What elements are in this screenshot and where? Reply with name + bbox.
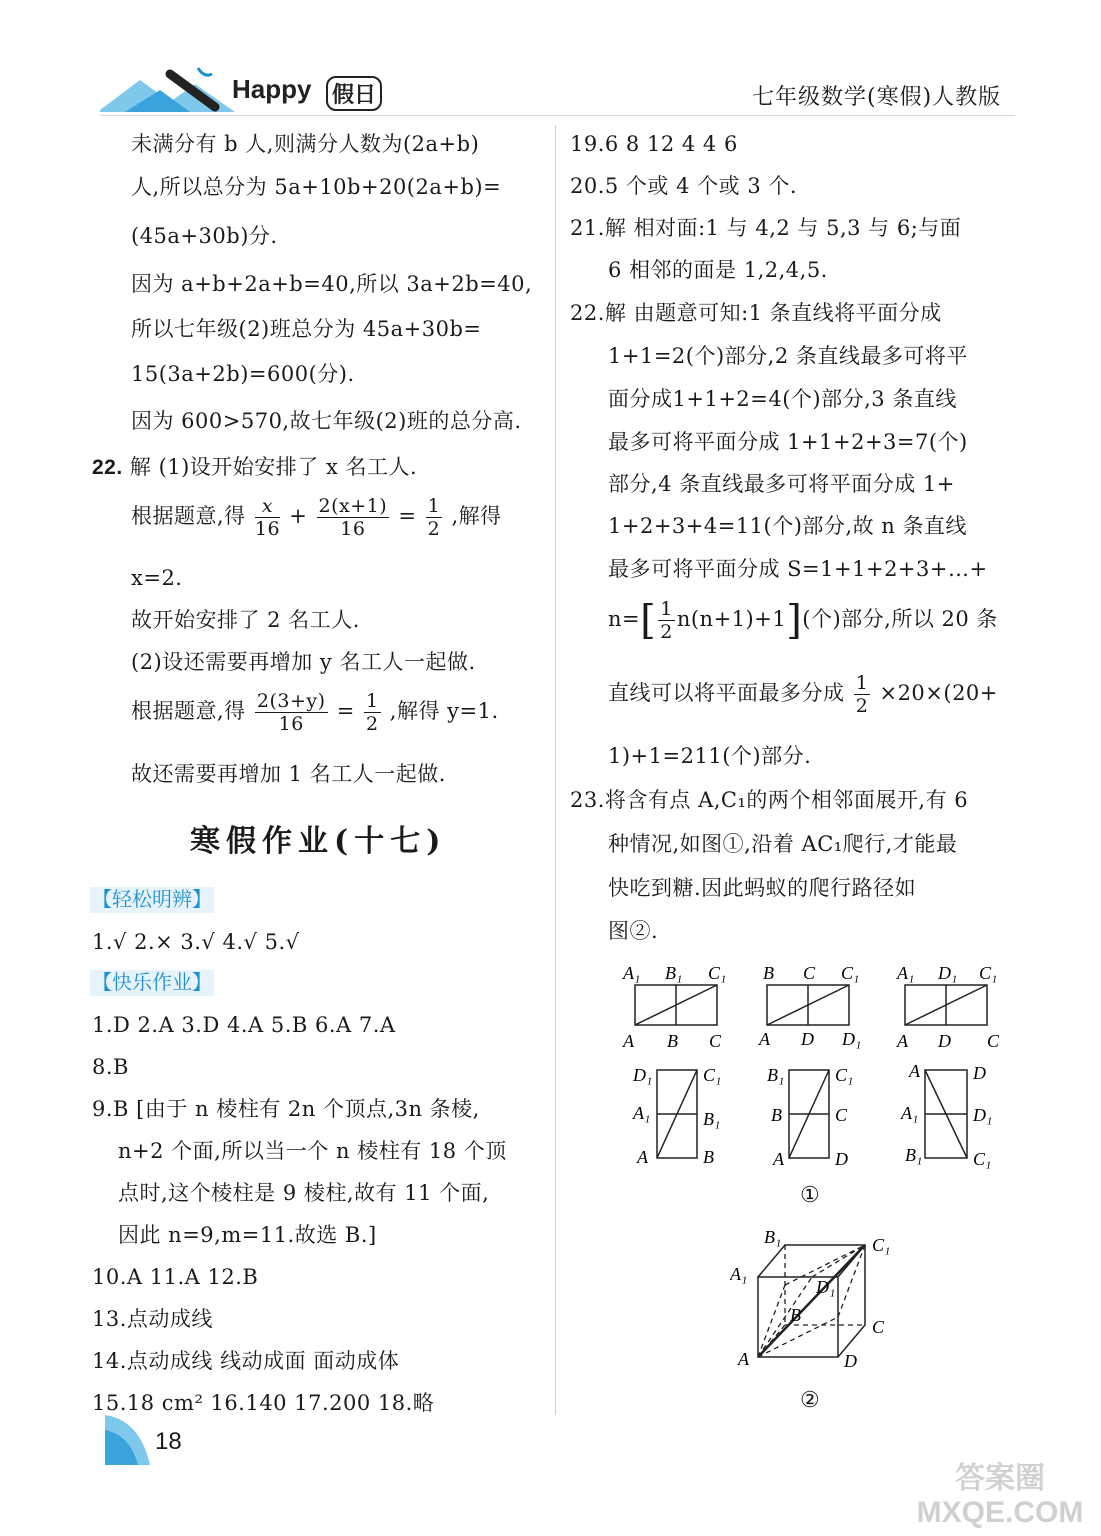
text-line: 未满分有 b 人,则满分人数为(2a+b) [131,132,480,156]
svg-text:C: C [709,1031,722,1051]
svg-text:B: B [771,1105,782,1125]
answers-line: 面分成1+1+2=4(个)部分,3 条直线 [608,387,957,411]
fraction: $\frac{1}{2}$ [660,598,673,643]
fraction: $\frac{1}{2}$ [427,495,441,540]
answers-line: 快吃到糖.因此蚂蚁的爬行路径如 [608,876,917,900]
eq-text: n(n+1)+1 [676,607,787,631]
net-b [758,963,861,1049]
answers-line: 1)+1=211(个)部分. [608,744,812,768]
svg-text:C: C [835,1105,848,1125]
page-number: 18 [155,1428,182,1455]
text-line: 因为 600>570,故七年级(2)班的总分高. [131,409,522,433]
svg-text:A: A [738,1349,749,1369]
svg-text:A: A [897,1031,908,1051]
header-rule [100,115,1015,116]
answers-line: 种情况,如图①,沿着 AC₁爬行,才能最 [608,832,958,856]
text-line: 故开始安排了 2 名工人. [131,608,360,632]
svg-text:B: B [703,1147,714,1167]
figure-2-caption: ② [800,1388,820,1413]
text-line: 故还需要再增加 1 名工人一起做. [131,762,446,786]
answers-line: 9.B [由于 n 棱柱有 2n 个顶点,3n 条棱, [92,1097,480,1121]
svg-text:C₁: C₁ [979,963,998,983]
answers-line: 最多可将平面分成 S=1+1+2+3+…+ [608,557,988,581]
section-title: 寒假作业(十七) [190,824,447,859]
logo-happy: Happy [232,74,312,104]
eq-text: 根据题意,得 [131,504,246,528]
svg-text:D: D [801,1029,814,1049]
svg-text:A₁: A₁ [897,963,915,983]
fraction: $\frac{1}{2}$ [855,672,869,717]
answers-line: 图②. [608,919,659,943]
fraction: $\frac{1}{2}$ [366,690,379,735]
eq-text: ,解得 y=1. [389,699,499,723]
eq-text: (个)部分,所以 20 条 [802,607,998,631]
eq-text: ,解得 [451,504,502,528]
svg-text:D: D [938,1031,951,1051]
svg-text:C₁: C₁ [841,963,860,983]
answers-line: 13.点动成线 [92,1307,213,1331]
answers-line: 14.点动成线 线动成面 面动成体 [92,1349,400,1373]
eq-text: 根据题意,得 [131,699,246,723]
page-number-tab [100,1410,190,1470]
svg-text:C₁: C₁ [708,963,727,983]
question-number: 22. [92,456,123,479]
figure-2-cube [730,1225,900,1375]
net-c [896,963,1000,1051]
fraction: $\frac{2(x+1)}{16}$ [318,495,388,540]
tag-happy-homework: 【快乐作业】 [92,972,212,994]
answers-line: 1.D 2.A 3.D 4.A 5.B 6.A 7.A [92,1013,396,1037]
svg-text:D: D [973,1063,986,1083]
answers-line: 19.6 8 12 4 4 6 [570,132,738,156]
net-e [767,1065,853,1169]
equation-20 [608,672,998,728]
svg-text:B₁: B₁ [905,1145,923,1165]
answers-line: 最多可将平面分成 1+1+2+3=7(个) [608,430,968,454]
svg-text:D: D [835,1149,848,1169]
svg-text:D₁: D₁ [816,1277,836,1297]
tag-easy: 【轻松明辨】 [92,889,212,911]
svg-text:B₁: B₁ [767,1065,785,1085]
text-line: x=2. [131,566,183,590]
equation-1 [131,495,502,551]
svg-text:C₁: C₁ [703,1065,722,1085]
svg-text:C₁: C₁ [835,1065,854,1085]
svg-text:C: C [987,1031,1000,1051]
net-f [900,1061,992,1169]
answers-line: 部分,4 条直线最多可将平面分成 1+ [608,472,955,496]
svg-text:B₁: B₁ [764,1227,782,1247]
question-22 [92,453,417,482]
svg-text:B: B [790,1305,801,1325]
answers-line: 10.A 11.A 12.B [92,1265,259,1289]
net-d [632,1065,721,1167]
svg-text:A: A [759,1029,770,1049]
net-a [622,963,726,1051]
answers-line: 8.B [92,1055,129,1079]
text-line: 因为 a+b+2a+b=40,所以 3a+2b=40, [131,272,533,296]
eq-text: 直线可以将平面最多分成 [608,681,845,705]
column-divider [555,125,556,1415]
text-line: 所以七年级(2)班总分为 45a+30b= [131,317,482,341]
svg-text:A₁: A₁ [623,963,641,983]
answers-line: 点时,这个棱柱是 9 棱柱,故有 11 个面, [118,1181,490,1205]
answers-line: 15.18 cm² 16.140 17.200 18.略 [92,1391,435,1415]
eq-text: n= [608,607,641,631]
svg-text:D₁: D₁ [973,1105,993,1125]
svg-text:C₁: C₁ [973,1149,992,1169]
svg-text:D₁: D₁ [842,1029,862,1049]
eq-text: = [336,699,355,723]
equation-s: n=[ $\frac{1}{2}$ n(n+1)+1](个)部分,所以 20 条 [608,597,998,644]
answers-line: 1+1=2(个)部分,2 条直线最多可将平 [608,344,968,368]
svg-text:B: B [667,1031,678,1051]
svg-text:C: C [803,963,816,983]
text-line: (2)设还需要再增加 y 名工人一起做. [131,650,476,674]
answers-line: n+2 个面,所以当一个 n 棱柱有 18 个顶 [118,1139,507,1163]
answers-line: 1+2+3+4=11(个)部分,故 n 条直线 [608,514,967,538]
svg-text:A: A [637,1147,648,1167]
figure-1-nets [615,955,1035,1175]
eq-text: = [398,504,417,528]
svg-text:C₁: C₁ [872,1235,891,1255]
logo-holiday: 假日 [326,76,382,111]
answers-line: 21.解 相对面:1 与 4,2 与 5,3 与 6;与面 [570,216,962,240]
svg-text:A: A [623,1031,634,1051]
svg-text:D₁: D₁ [633,1065,653,1085]
svg-text:A₁: A₁ [730,1264,748,1284]
answers-line: 23.将含有点 A,C₁的两个相邻面展开,有 6 [570,788,969,812]
text-line: (45a+30b)分. [131,224,278,248]
svg-text:A₁: A₁ [901,1103,919,1123]
equation-2 [131,690,499,746]
eq-text: + [289,504,308,528]
answers-line: 因此 n=9,m=11.故选 B.] [118,1223,377,1247]
svg-text:B₁: B₁ [703,1109,721,1129]
svg-text:C: C [872,1317,885,1337]
watermark: 答案圈 MXQE.COM [916,1462,1084,1529]
text-line: 解 (1)设开始安排了 x 名工人. [129,455,418,479]
eq-text: ×20×(20+ [879,681,998,705]
fraction: $\frac{2(3+y)}{16}$ [256,690,326,735]
svg-text:D₁: D₁ [938,963,958,983]
fraction: $\frac{x}{16}$ [254,495,281,540]
svg-text:B₁: B₁ [665,963,683,983]
figure-1-caption: ① [800,1183,820,1208]
answers-line: 6 相邻的面是 1,2,4,5. [608,258,828,282]
svg-text:D: D [844,1351,857,1371]
header-subject: 七年级数学(寒假)人教版 [752,85,1002,110]
svg-text:B: B [763,963,774,983]
answers-easy: 1.√ 2.× 3.√ 4.√ 5.√ [92,930,300,954]
header-logo [100,62,400,122]
svg-text:A₁: A₁ [633,1103,651,1123]
answers-line: 22.解 由题意可知:1 条直线将平面分成 [570,301,942,325]
text-line: 15(3a+2b)=600(分). [131,362,355,386]
answers-line: 20.5 个或 4 个或 3 个. [570,174,798,198]
svg-text:A: A [773,1149,784,1169]
text-line: 人,所以总分为 5a+10b+20(2a+b)= [131,175,502,199]
svg-text:A: A [909,1061,920,1081]
